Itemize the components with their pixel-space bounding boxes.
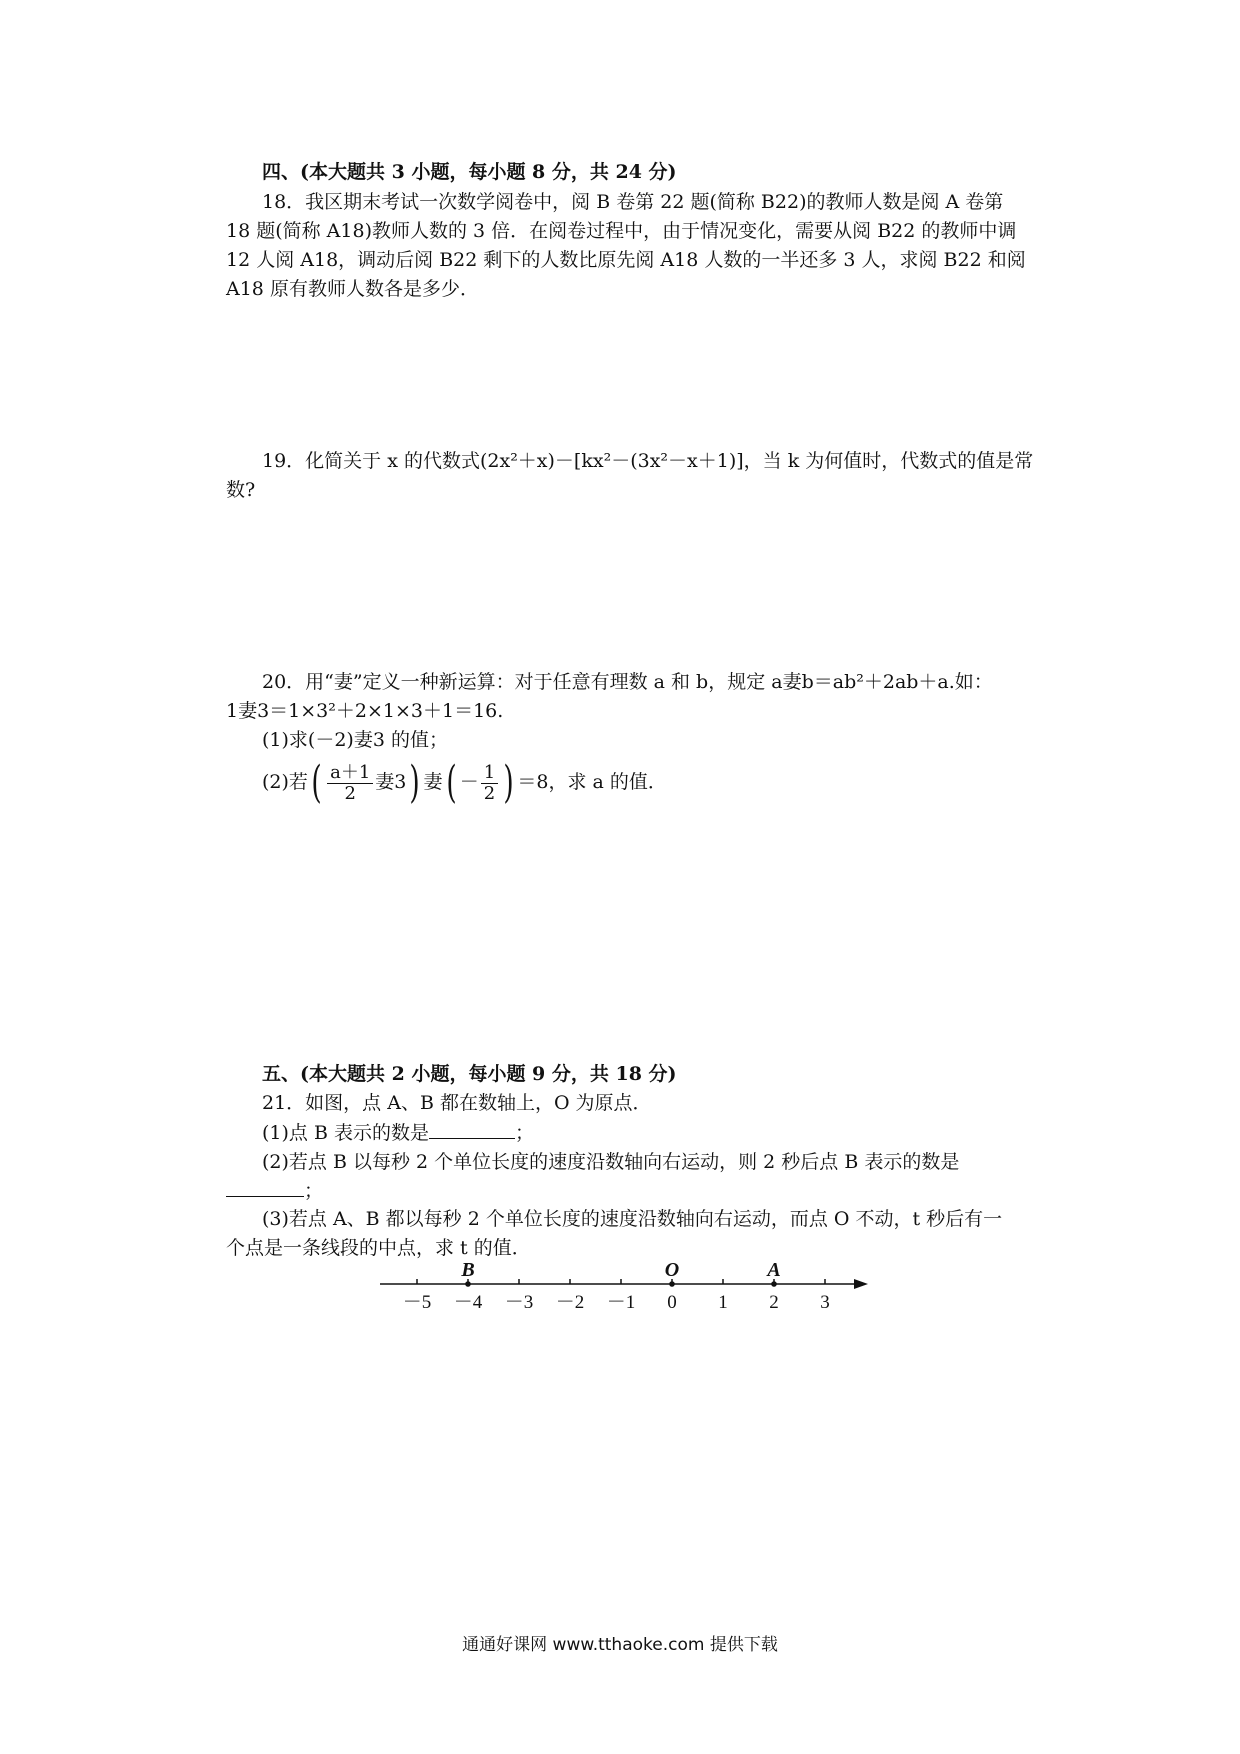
q20-part-2 [262, 756, 667, 808]
number-line-arrow-icon [854, 1279, 868, 1289]
number-line-point-o [669, 1281, 675, 1287]
number-line-tick-label: 1 [718, 1292, 728, 1313]
number-line-tick-label: －4 [453, 1292, 483, 1313]
number-line-point-label-o: O [664, 1260, 680, 1281]
number-line-point-a [771, 1281, 777, 1287]
q21-part-1 [262, 1118, 534, 1147]
q20-part-2-mid: 妻3 [375, 771, 407, 793]
number-line-tick-label: －3 [504, 1292, 534, 1313]
q18-line-4: A18 原有教师人数各是多少． [226, 278, 479, 300]
q21-part-2-suffix: ； [304, 1180, 324, 1202]
answer-blank-1[interactable] [429, 1118, 515, 1139]
number-line-tick-label: 3 [820, 1292, 830, 1313]
right-paren-2: ) [503, 757, 514, 808]
q18-line-2: 18 题(简称 A18)教师人数的 3 倍．在阅卷过程中，由于情况变化，需要从阅 B22 的教师中调 [226, 220, 1017, 242]
q21-part-3-line-2: 个点是一条线段的中点，求 t 的值． [226, 1237, 531, 1259]
q20-part-2-neg: － [459, 771, 479, 793]
q21-part-2-line-2 [226, 1176, 323, 1205]
q20-part-2-op: 妻 [423, 771, 443, 793]
answer-blank-2[interactable] [226, 1176, 304, 1197]
q19-line-2: 数? [226, 479, 256, 501]
fraction2-numerator: 1 [481, 763, 498, 784]
number-line-point-b [465, 1281, 471, 1287]
q20-line-1: 20．用“妻”定义一种新运算：对于任意有理数 a 和 b，规定 a妻b＝ab²＋2ab＋a.如： [262, 671, 993, 693]
q21-part-2-line-1: (2)若点 B 以每秒 2 个单位长度的速度沿数轴向右运动，则 2 秒后点 B 表示的数是 [262, 1151, 960, 1173]
left-paren-2: ( [445, 757, 457, 808]
right-paren: ) [409, 757, 421, 808]
left-paren: ( [311, 757, 322, 808]
fraction2-denominator: 2 [483, 782, 496, 804]
number-line-tick-label: 2 [769, 1292, 779, 1313]
q18-line-3: 12 人阅 A18，调动后阅 B22 剩下的人数比原先阅 A18 人数的一半还多 3 人，求阅 B22 和阅 [226, 249, 1026, 271]
number-line-point-label-b: B [461, 1260, 475, 1281]
section-5-heading: 五、(本大题共 2 小题，每小题 9 分，共 18 分) [262, 1063, 677, 1085]
fraction-denominator: 2 [344, 782, 356, 804]
q21-intro: 21．如图，点 A、B 都在数轴上，O 为原点． [262, 1092, 652, 1114]
q20-part-2-prefix: (2)若 [262, 771, 308, 793]
fraction-a-plus-1-over-2 [327, 763, 373, 804]
number-line-tick-label: －1 [606, 1292, 636, 1313]
number-line-tick-label: －2 [555, 1292, 585, 1313]
fraction-numerator: a＋1 [327, 763, 373, 784]
q20-part-1: (1)求(－2)妻3 的值； [262, 729, 448, 751]
number-line-tick-label: －5 [402, 1292, 432, 1313]
number-line-figure [370, 1260, 870, 1320]
q18-line-1: 18．我区期末考试一次数学阅卷中，阅 B 卷第 22 题(简称 B22)的教师人数是阅 A 卷第 [262, 191, 1004, 213]
number-line-point-label-a: A [767, 1260, 781, 1281]
section-4-heading: 四、(本大题共 3 小题，每小题 8 分，共 24 分) [262, 161, 677, 183]
q20-line-2: 1妻3＝1×3²＋2×1×3＋1＝16. [226, 700, 504, 722]
page-footer: 通通好课网 www.tthaoke.com 提供下载 [462, 1635, 778, 1655]
q21-part-1-suffix: ； [514, 1122, 534, 1144]
q21-part-1-prefix: (1)点 B 表示的数是 [262, 1122, 429, 1144]
number-line-tick-label: 0 [667, 1292, 677, 1313]
q19-line-1: 19．化简关于 x 的代数式(2x²＋x)－[kx²－(3x²－x＋1)]，当 k 为何值时，代数式的值是常 [262, 450, 1034, 472]
fraction-1-over-2 [481, 763, 498, 804]
q21-part-3-line-1: (3)若点 A、B 都以每秒 2 个单位长度的速度沿数轴向右运动，而点 O 不动，t 秒后有一 [262, 1208, 1003, 1230]
q20-part-2-suffix: ＝8，求 a 的值． [517, 771, 667, 793]
